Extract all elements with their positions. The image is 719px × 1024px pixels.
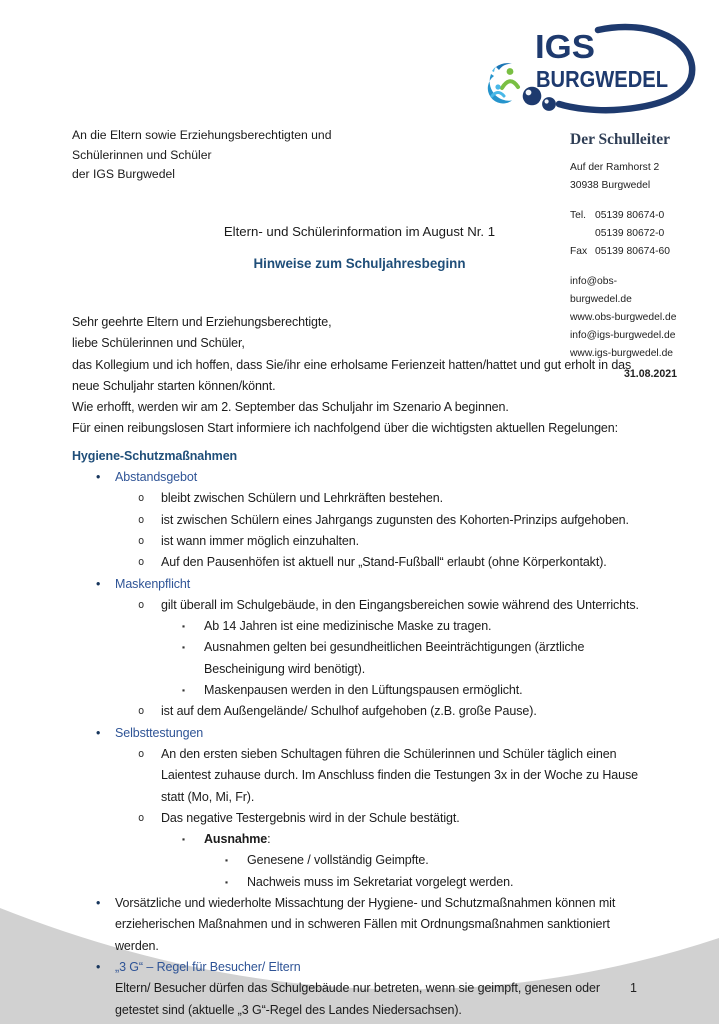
list-item-text: Nachweis muss im Sekretariat vorgelegt werden. bbox=[247, 874, 514, 889]
list-item-text: Auf den Pausenhöfen ist aktuell nur „Stand-Fußball“ erlaubt (ohne Körperkontakt). bbox=[161, 555, 607, 570]
section-heading: Hygiene-Schutzmaßnahmen bbox=[72, 448, 238, 463]
letter-body bbox=[72, 312, 642, 1021]
greeting-paragraph: liebe Schülerinnen und Schüler, bbox=[72, 336, 245, 351]
bullet-marker: o bbox=[138, 747, 145, 760]
list-item bbox=[72, 723, 642, 744]
list-item-text: ist zwischen Schülern eines Jahrgangs zugunsten des Kohorten-Prinzips aufgehoben. bbox=[161, 512, 629, 527]
list-item-text: An den ersten sieben Schultagen führen die Schülerinnen und Schüler täglich einen Laientest zuhause durch. Im Anschluss finden die Testungen 3x in der Woche zu Hause statt (Mo, Mi, Fr). bbox=[161, 746, 638, 804]
contact-web-line: www.igs-burgwedel.de bbox=[570, 348, 674, 359]
list-item bbox=[72, 552, 642, 573]
bullet-marker: o bbox=[138, 492, 145, 505]
bullet-marker: o bbox=[138, 811, 145, 824]
list-item-text: Selbsttestungen bbox=[115, 725, 204, 740]
greeting-block bbox=[72, 312, 642, 440]
letter-title: Eltern- und Schülerinformation im August Nr. 1 bbox=[223, 224, 496, 239]
contact-web-line: info@obs-burgwedel.de bbox=[570, 276, 632, 305]
list-item-text: Ab 14 Jahren ist eine medizinische Maske zu tragen. bbox=[204, 619, 492, 634]
contact-address-line: 30938 Burgwedel bbox=[570, 180, 651, 191]
list-item-text: Abstandsgebot bbox=[115, 470, 198, 485]
bullet-marker: • bbox=[96, 470, 101, 485]
bullet-marker: o bbox=[138, 705, 145, 718]
list-item bbox=[72, 701, 642, 722]
bullet-marker: o bbox=[138, 513, 145, 526]
list-item-text: Genesene / vollständig Geimpfte. bbox=[247, 853, 429, 868]
list-item bbox=[72, 637, 642, 680]
logo-text-burgwedel: BURGWEDEL bbox=[536, 66, 668, 92]
bullet-marker: ▪ bbox=[182, 685, 185, 696]
addressee-block bbox=[72, 126, 331, 185]
bullet-marker: • bbox=[96, 959, 101, 974]
bullet-marker: ▪ bbox=[225, 855, 228, 866]
greeting-paragraph: Für einen reibungslosen Start informiere ich nachfolgend über die wichtigsten aktuellen Regelungen: bbox=[72, 421, 618, 436]
greeting-paragraph: Wie erhofft, werden wir am 2. September das Schuljahr im Szenario A beginnen. bbox=[72, 400, 509, 415]
list-item-text: Maskenpflicht bbox=[115, 576, 191, 591]
list-item bbox=[72, 574, 642, 595]
list-item bbox=[72, 872, 642, 893]
bullet-marker: o bbox=[138, 556, 145, 569]
logo-globe-icon bbox=[486, 63, 524, 103]
bullet-marker: ▪ bbox=[182, 834, 185, 845]
list-item-text: Ausnahmen gelten bei gesundheitlichen Beeinträchtigungen (ärztliche Bescheinigung wird benötigt). bbox=[204, 640, 585, 676]
list-item bbox=[72, 510, 642, 531]
bullet-marker: • bbox=[96, 576, 101, 591]
phone-label: Fax bbox=[570, 246, 588, 257]
bullet-marker: o bbox=[138, 534, 145, 547]
phone-number: 05139 80674-0 bbox=[595, 210, 665, 221]
letter-subtitle: Hinweise zum Schuljahresbeginn bbox=[253, 256, 466, 271]
list-item-text: ist auf dem Außengelände/ Schulhof aufgehoben (z.B. große Pause). bbox=[161, 704, 537, 719]
contact-address bbox=[570, 159, 677, 195]
school-logo bbox=[452, 10, 714, 128]
list-item bbox=[72, 893, 642, 957]
list-item-text: bleibt zwischen Schülern und Lehrkräften bestehen. bbox=[161, 491, 443, 506]
list-item bbox=[72, 680, 642, 701]
list-item bbox=[72, 978, 642, 1021]
list-item bbox=[72, 531, 642, 552]
list-item-text: : bbox=[267, 832, 271, 847]
logo-text-igs: IGS bbox=[535, 28, 595, 65]
page-number: 1 bbox=[630, 981, 637, 995]
list-item-text: Maskenpausen werden in den Lüftungspausen ermöglicht. bbox=[204, 683, 523, 698]
contact-web-line: www.obs-burgwedel.de bbox=[570, 312, 677, 323]
list-item bbox=[72, 467, 642, 488]
list-item bbox=[72, 616, 642, 637]
bullet-marker: ▪ bbox=[182, 621, 185, 632]
addressee-line: der IGS Burgwedel bbox=[72, 167, 175, 181]
list-item bbox=[72, 488, 642, 509]
list-item bbox=[72, 595, 642, 616]
bullet-marker: ▪ bbox=[182, 642, 185, 653]
list-item-text: ist wann immer möglich einzuhalten. bbox=[161, 533, 359, 548]
list-item-text: Vorsätzliche und wiederholte Missachtung der Hygiene- und Schutzmaßnahmen können mit erzieherischen Maßnahmen und in schweren Fällen mit Ordnungsmaßnahmen sanktioniert werden. bbox=[115, 896, 616, 953]
list-item bbox=[72, 829, 642, 850]
greeting-paragraph: Sehr geehrte Eltern und Erziehungsberechtigte, bbox=[72, 315, 332, 329]
list-item bbox=[72, 850, 642, 871]
list-item-bold-text: Ausnahme bbox=[204, 832, 268, 847]
phone-number: 05139 80674-60 bbox=[595, 246, 671, 257]
addressee-line: An die Eltern sowie Erziehungsberechtigten und bbox=[72, 128, 332, 142]
list-item-text: Das negative Testergebnis wird in der Schule bestätigt. bbox=[161, 810, 460, 825]
bullet-marker: • bbox=[96, 896, 101, 911]
phone-number: 05139 80672-0 bbox=[595, 228, 665, 239]
list-item-text: „3 G“ – Regel für Besucher/ Eltern bbox=[115, 959, 301, 974]
contact-web-line: info@igs-burgwedel.de bbox=[570, 330, 676, 341]
list-item-text: Eltern/ Besucher dürfen das Schulgebäude nur betreten, wenn sie geimpft, genesen oder getestet sind (aktuelle „3 G“-Regel des Landes Niedersachsen). bbox=[115, 981, 600, 1017]
list-item bbox=[72, 957, 642, 978]
phone-label: Tel. bbox=[570, 210, 587, 221]
contact-address-line: Auf der Ramhorst 2 bbox=[570, 162, 660, 173]
contact-title: Der Schulleiter bbox=[570, 131, 671, 148]
list-item bbox=[72, 744, 642, 808]
bullet-list bbox=[72, 467, 642, 1021]
contact-phone-row bbox=[570, 207, 677, 225]
list-item bbox=[72, 808, 642, 829]
list-item-text: gilt überall im Schulgebäude, in den Eingangsbereichen sowie während des Unterrichts. bbox=[161, 597, 639, 612]
bullet-marker: • bbox=[96, 725, 101, 740]
greeting-paragraph: das Kollegium und ich hoffen, dass Sie/ihr eine erholsame Ferienzeit hatten/hattet und gut erholt in das neue Schuljahr starten können/könnt. bbox=[72, 357, 632, 393]
letter-date: 31.08.2021 bbox=[623, 368, 677, 380]
bullet-marker: ▪ bbox=[225, 876, 228, 887]
addressee-line: Schülerinnen und Schüler bbox=[72, 147, 212, 162]
bullet-marker: o bbox=[138, 598, 145, 611]
